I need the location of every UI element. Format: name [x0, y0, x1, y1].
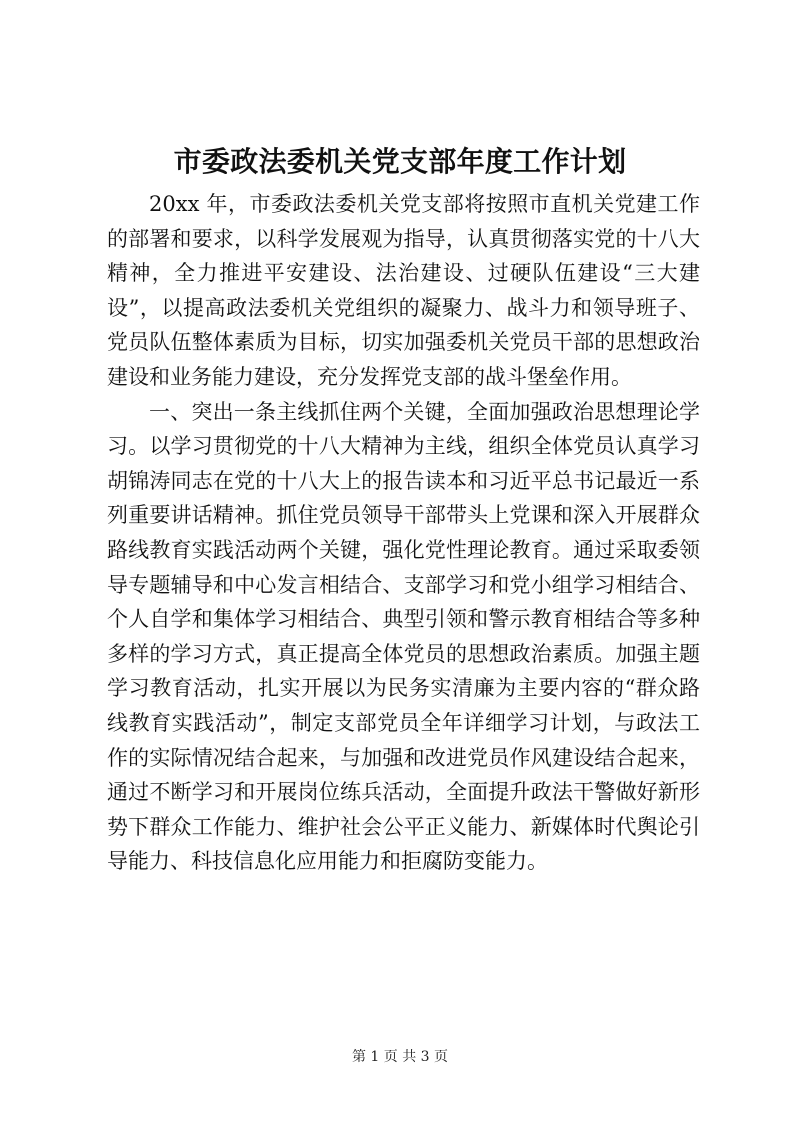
page-number-footer: 第 1 页 共 3 页: [351, 1049, 449, 1065]
body-paragraph-section-1: 一、突出一条主线抓住两个关键，全面加强政治思想理论学习。以学习贯彻党的十八大精神为主线，组织全体党员认真学习胡锦涛同志在党的十八大上的报告读本和习近平总书记最近一系列重要讲话精神。抓住党员领导干部带头上党课和深入开展群众路线教育实践活动两个关键，强化党性理论教育。通过采取委领导专题辅导和中心发言相结合、支部学习和党小组学习相结合、个人自学和集体学习相结合、典型引领和警示教育相结合等多种多样的学习方式，真正提高全体党员的思想政治素质。加强主题学习教育活动，扎实开展以为民务实清廉为主要内容的“群众路线教育实践活动”，制定支部党员全年详细学习计划，与政法工作的实际情况结合起来，与加强和改进党员作风建设结合起来，通过不断学习和开展岗位练兵活动，全面提升政法干警做好新形势下群众工作能力、维护社会公平正义能力、新媒体时代舆论引导能力、科技信息化应用能力和拒腐防变能力。: [107, 399, 700, 874]
document-title: 市委政法委机关党支部年度工作计划: [173, 145, 627, 178]
body-paragraph-intro: 20xx 年，市委政法委机关党支部将按照市直机关党建工作的部署和要求，以科学发展观为指导，认真贯彻落实党的十八大精神，全力推进平安建设、法治建设、过硬队伍建设“三大建设”，以提高政法委机关党组织的凝聚力、战斗力和领导班子、党员队伍整体素质为目标，切实加强委机关党员干部的思想政治建设和业务能力建设，充分发挥党支部的战斗堡垒作用。: [107, 192, 700, 389]
document-body: [107, 187, 700, 879]
